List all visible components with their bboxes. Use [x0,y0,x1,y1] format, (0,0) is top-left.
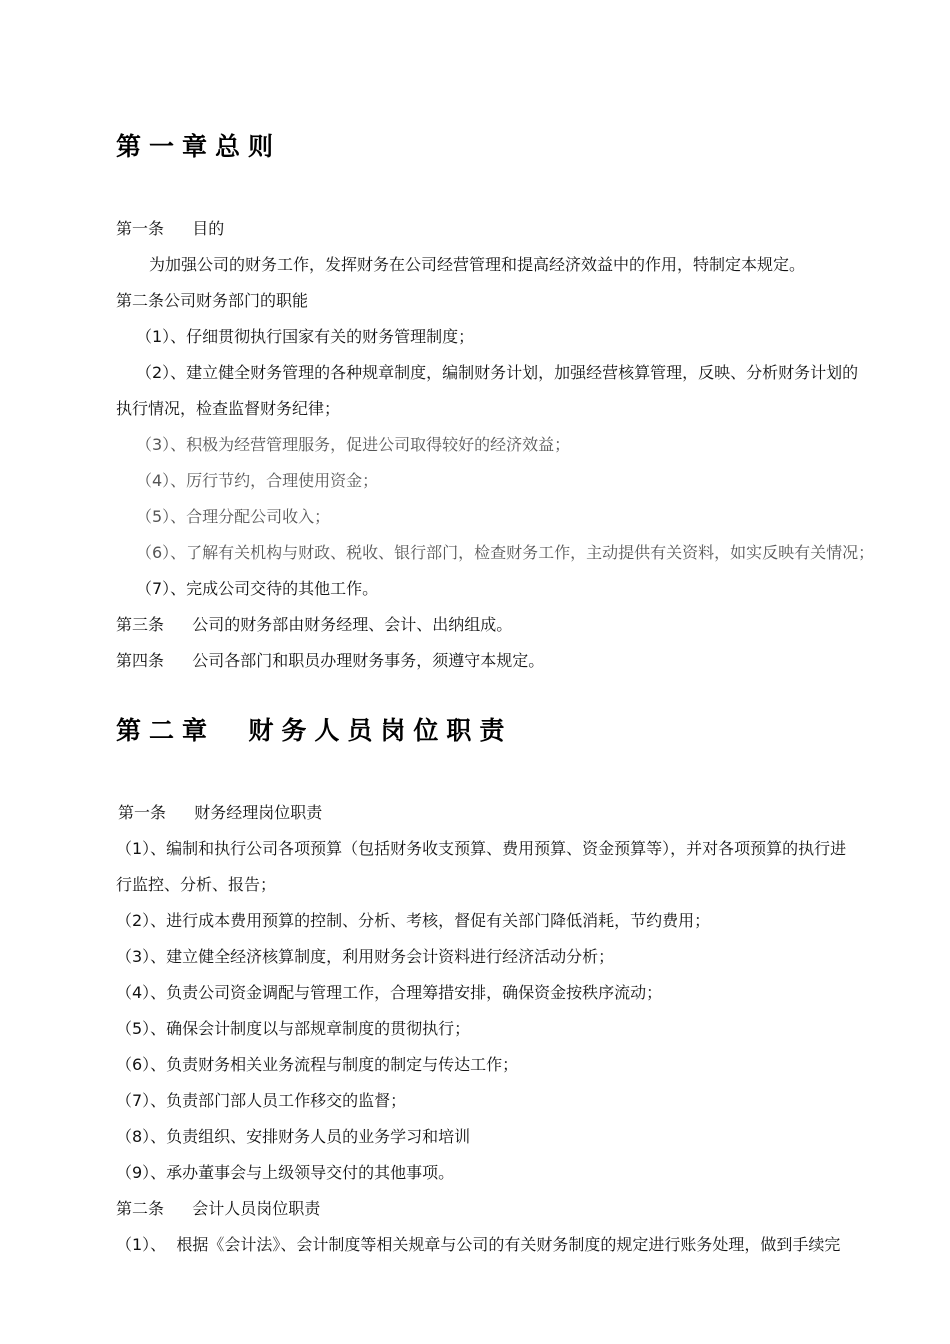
chapter-1-article-2: 第二条公司财务部门的职能 [116,291,309,310]
article-label: 第二条 [116,1199,165,1218]
manager-duty-item: （6）、负责财务相关业务流程与制度的制定与传达工作； [116,1055,519,1074]
chapter-1-article-3 [116,615,512,635]
duty-item: （5）、合理分配公司收入； [136,507,331,526]
article-text: 公司各部门和职员办理财务事务，须遵守本规定。 [192,651,545,670]
article-label: 第一条 [118,803,167,822]
manager-duty-item: （5）、确保会计制度以与部规章制度的贯彻执行； [116,1019,471,1038]
chapter-1-article-4 [116,651,544,671]
duty-item: （3）、积极为经营管理服务，促进公司取得较好的经济效益； [136,435,571,454]
manager-duty-item: （2）、进行成本费用预算的控制、分析、考核，督促有关部门降低消耗，节约费用； [116,911,711,930]
accountant-duty-item: （1）、 根据《会计法》、会计制度等相关规章与公司的有关财务制度的规定进行账务处理，做到手续完 [116,1235,841,1254]
chapter-2-title: 第二章 财务人员岗位职责 [116,716,513,745]
article-title: 会计人员岗位职责 [192,1199,321,1218]
duty-item-continued: 执行情况，检查监督财务纪律； [116,399,341,418]
duty-item: （4）、厉行节约，合理使用资金； [136,471,379,490]
manager-duty-item: （9）、承办董事会与上级领导交付的其他事项。 [116,1163,455,1182]
article-text: 公司的财务部由财务经理、会计、出纳组成。 [192,615,513,634]
manager-duty-item: （3）、建立健全经济核算制度，利用财务会计资料进行经济活动分析； [116,947,615,966]
chapter-2-article-2 [116,1199,320,1219]
manager-duty-item: （8）、负责组织、安排财务人员的业务学习和培训 [116,1127,471,1146]
article-1-text: 为加强公司的财务工作，发挥财务在公司经营管理和提高经济效益中的作用，特制定本规定。 [149,255,806,274]
duty-item: （6）、了解有关机构与财政、税收、银行部门，检查财务工作，主动提供有关资料，如实反映有关情况； [136,543,875,562]
article-title: 目的 [192,219,225,238]
article-label: 第三条 [116,615,165,634]
manager-duty-item: （4）、负责公司资金调配与管理工作，合理筹措安排，确保资金按秩序流动； [116,983,663,1002]
chapter-1-article-1 [116,219,224,239]
article-title: 财务经理岗位职责 [194,803,323,822]
article-label: 第四条 [116,651,165,670]
duty-item: （7）、完成公司交待的其他工作。 [136,579,379,598]
chapter-2-article-1 [118,803,322,823]
duty-item: （2）、建立健全财务管理的各种规章制度，编制财务计划，加强经营核算管理，反映、分析财务计划的 [136,363,859,382]
duty-item: （1）、仔细贯彻执行国家有关的财务管理制度； [136,327,475,346]
article-label: 第一条 [116,219,165,238]
manager-duty-item: （7）、负责部门部人员工作移交的监督； [116,1091,407,1110]
manager-duty-item-continued: 行监控、分析、报告； [116,875,277,894]
chapter-1-title: 第一章总则 [116,132,282,161]
manager-duty-item: （1）、编制和执行公司各项预算（包括财务收支预算、费用预算、资金预算等），并对各项预算的执行进 [116,839,847,858]
